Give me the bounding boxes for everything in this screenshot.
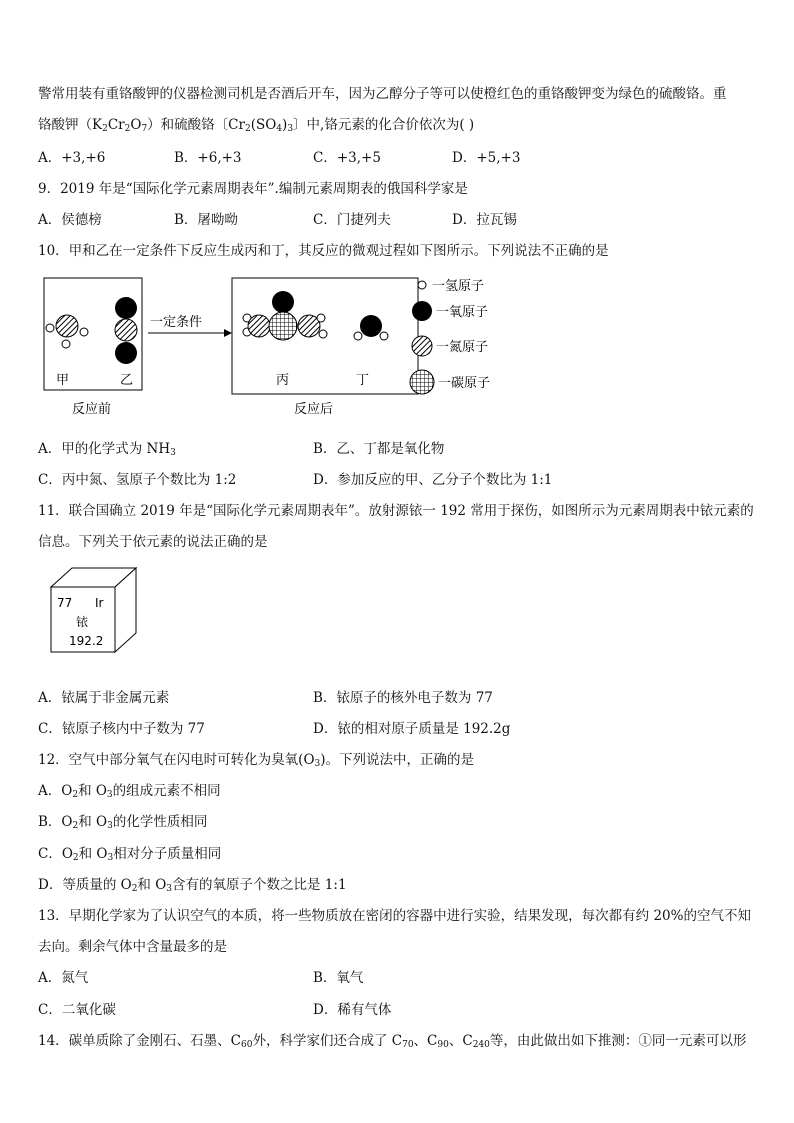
- o-atom: [115, 342, 137, 364]
- q11-option-a[interactable]: A．铱属于非金属元素: [38, 690, 170, 706]
- svg-text:一氧原子: 一氧原子: [436, 305, 489, 320]
- arrow-head: [224, 329, 232, 337]
- arrow-label: 一定条件: [150, 315, 203, 330]
- svg-text:一氮原子: 一氮原子: [436, 340, 489, 355]
- c-atom: [269, 312, 297, 340]
- label-before: 反应前: [72, 402, 112, 417]
- label-yi: 乙: [120, 373, 134, 388]
- h-atom: [62, 340, 70, 348]
- atomic-number: 77: [57, 596, 73, 610]
- q13-stem-line1: 13．早期化学家为了认识空气的本质，将一些物质放在密闭的容器中进行实验，结果发现，每次都有约 20%的空气不知: [38, 908, 751, 924]
- q11-option-d[interactable]: D．铱的相对原子质量是 192.2g: [313, 721, 511, 737]
- n-atom: [115, 319, 137, 341]
- svg-text:一氢原子: 一氢原子: [432, 279, 485, 294]
- q8-option-b[interactable]: B．+6,+3: [174, 150, 242, 166]
- q10-option-c[interactable]: C．丙中氮、氢原子个数比为 1:2: [38, 472, 237, 488]
- q13-option-c[interactable]: C．二氧化碳: [38, 1002, 116, 1018]
- element-name: 铱: [76, 615, 89, 629]
- q9-stem: 9．2019 年是“国际化学元素周期表年”.编制元素周期表的俄国科学家是: [38, 181, 468, 197]
- q9-option-a[interactable]: A．侯德榜: [38, 212, 102, 228]
- element-card: [48, 565, 140, 657]
- legend-o-icon: [412, 301, 432, 321]
- q13-option-d[interactable]: D．稀有气体: [313, 1002, 392, 1018]
- h-atom: [80, 328, 88, 336]
- o-atom: [115, 297, 137, 319]
- q9-option-c[interactable]: C．门捷列夫: [313, 212, 391, 228]
- h-atom: [46, 324, 54, 332]
- q8-option-c[interactable]: C．+3,+5: [313, 150, 381, 166]
- q8-stem-line1: 警常用装有重铬酸钾的仪器检测司机是否酒后开车，因为乙醇分子等可以使橙红色的重铬酸钾变为绿色的硫酸铬。重: [38, 86, 727, 102]
- label-after: 反应后: [294, 402, 334, 417]
- q10-stem: 10．甲和乙在一定条件下反应生成丙和丁，其反应的微观过程如下图所示。下列说法不正确的是: [38, 243, 609, 259]
- legend-c-icon: [410, 370, 434, 394]
- q12-option-b[interactable]: B．$O_2$和 $O_3$的化学性质相同: [38, 814, 208, 831]
- q12-stem: 12．空气中部分氧气在闪电时可转化为臭氧$(O_3)$。下列说法中，正确的是: [38, 752, 475, 769]
- q9-option-b[interactable]: B．屠呦呦: [174, 212, 238, 228]
- q8-stem-line2: 铬酸钾$(K_2Cr_2O_7)$和硫酸铬〔$Cr_2(SO_4)_3$〕中,铬元素的化合价依次为( ): [38, 117, 475, 134]
- o-atom: [360, 315, 382, 337]
- q14-stem: 14．碳单质除了金刚石、石墨、$C_{60}$外，科学家们还合成了 $C_{70}$、$C_{90}$、$C_{240}$等，由此做出如下推测：①同一元素可以形: [38, 1033, 747, 1050]
- q12-option-d[interactable]: D．等质量的 $O_2$和 $O_3$含有的氧原子个数之比是 1:1: [38, 877, 347, 894]
- label-bing: 丙: [276, 373, 290, 388]
- n-atom: [248, 315, 270, 337]
- o-atom: [272, 291, 294, 313]
- h-atom: [354, 332, 362, 340]
- q12-option-a[interactable]: A．$O_2$和 $O_3$的组成元素不相同: [38, 783, 221, 800]
- element-symbol: Ir: [95, 596, 104, 610]
- legend-h-icon: [418, 281, 426, 289]
- reaction-diagram: [36, 270, 516, 420]
- q11-option-c[interactable]: C．铱原子核内中子数为 77: [38, 721, 205, 737]
- q11-stem-line1: 11．联合国确立 2019 年是“国际化学元素周期表年”。放射源铱一 192 常用于探伤，如图所示为元素周期表中铱元素的: [38, 503, 754, 519]
- q10-option-d[interactable]: D．参加反应的甲、乙分子个数比为 1:1: [313, 472, 553, 488]
- q9-option-d[interactable]: D．拉瓦锡: [452, 212, 517, 228]
- legend-n-icon: [412, 336, 432, 356]
- q8-option-a[interactable]: A．+3,+6: [38, 150, 106, 166]
- q10-option-b[interactable]: B．乙、丁都是氧化物: [313, 441, 445, 457]
- label-jia: 甲: [56, 373, 70, 388]
- h-atom: [380, 332, 388, 340]
- q13-option-b[interactable]: B．氧气: [313, 970, 364, 986]
- h-atom: [317, 314, 325, 322]
- q13-option-a[interactable]: A．氮气: [38, 970, 89, 986]
- atomic-mass: 192.2: [69, 634, 104, 648]
- q12-option-c[interactable]: C．$O_2$和 $O_3$相对分子质量相同: [38, 846, 222, 863]
- q11-option-b[interactable]: B．铱原子的核外电子数为 77: [313, 690, 493, 706]
- q11-stem-line2: 信息。下列关于依元素的说法正确的是: [38, 534, 268, 550]
- svg-text:一碳原子: 一碳原子: [438, 376, 491, 391]
- q13-stem-line2: 去向。剩余气体中含量最多的是: [38, 939, 227, 955]
- n-atom: [56, 315, 78, 337]
- h-atom: [319, 330, 327, 338]
- label-ding: 丁: [356, 373, 370, 388]
- q8-option-d[interactable]: D．+5,+3: [452, 150, 521, 166]
- q10-option-a[interactable]: A．甲的化学式为 $NH_3$: [38, 441, 176, 458]
